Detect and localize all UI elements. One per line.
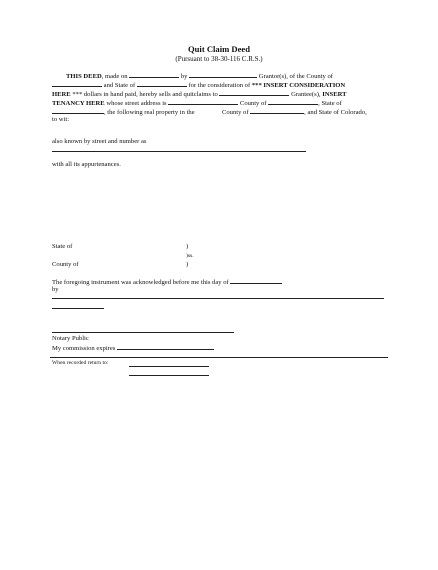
notary-public-label: Notary Public bbox=[52, 335, 89, 342]
ack-by-line[interactable] bbox=[52, 298, 384, 299]
document-title: Quit Claim Deed bbox=[187, 44, 251, 54]
commission-expires-blank[interactable] bbox=[117, 343, 214, 350]
paren-1: ) bbox=[186, 243, 189, 250]
made-on-label: , made on bbox=[101, 73, 128, 80]
insert-consideration-label: *** INSERT CONSIDERATION bbox=[251, 82, 346, 89]
for-consideration-label: for the consideration of bbox=[188, 82, 251, 89]
ack-date-blank[interactable] bbox=[230, 277, 282, 284]
grantors-county-label: Grantor(s), of the County of bbox=[258, 73, 333, 80]
tenancy-here-label: TENANCY HERE bbox=[52, 100, 105, 107]
county-of-label: County of bbox=[239, 100, 267, 107]
deed-line-5 bbox=[52, 107, 367, 117]
here-label: HERE bbox=[52, 91, 71, 98]
ack-short-line[interactable] bbox=[52, 308, 104, 309]
return-line-2[interactable] bbox=[129, 375, 209, 376]
commission-expires-line bbox=[52, 343, 214, 353]
notary-signature-line[interactable] bbox=[52, 332, 234, 333]
state-of-label: , State of bbox=[318, 100, 342, 107]
ss-label: )ss. bbox=[186, 253, 194, 259]
grantor-blank[interactable] bbox=[189, 71, 257, 78]
to-wit-label: to wit: bbox=[52, 116, 70, 123]
acknowledged-text: The foregoing instrument was acknowledged before me this day of bbox=[52, 279, 229, 286]
appurtenances-text: with all its appurtenances. bbox=[52, 161, 121, 168]
grantee-blank[interactable] bbox=[219, 89, 289, 96]
street-address-label: whose street address is bbox=[106, 100, 167, 107]
grantor-county-blank[interactable] bbox=[52, 80, 102, 87]
and-state-of-label: and State of bbox=[103, 82, 136, 89]
commission-expires-label: My commission expires bbox=[52, 345, 116, 352]
separator-line bbox=[50, 357, 388, 358]
ack-by-label: by bbox=[52, 286, 59, 293]
grantees-label: Grantee(s), bbox=[291, 91, 321, 98]
property-county-blank[interactable] bbox=[250, 107, 304, 114]
this-deed-label: THIS DEED bbox=[66, 73, 102, 80]
dollars-text: *** dollars in hand paid, hereby sells and quitclaims to bbox=[72, 91, 218, 98]
grantee-county-blank[interactable] bbox=[268, 98, 318, 105]
notary-county-label: County of bbox=[52, 261, 79, 268]
street-address-blank[interactable] bbox=[168, 98, 238, 105]
insert-label: INSERT bbox=[322, 91, 347, 98]
by-label: by bbox=[180, 73, 188, 80]
acknowledgment-line bbox=[52, 277, 282, 287]
real-property-label: , the following real property in the bbox=[104, 109, 195, 116]
grantee-state-blank[interactable] bbox=[52, 107, 104, 114]
property-county-label: County of bbox=[221, 109, 249, 116]
address-line[interactable] bbox=[52, 151, 306, 152]
document-subtitle: (Pursuant to 38-30-116 C.R.S.) bbox=[175, 55, 263, 63]
when-recorded-label: When recorded return to: bbox=[52, 360, 109, 366]
notary-state-label: State of bbox=[52, 243, 73, 250]
also-known-label: also known by street and number as bbox=[52, 138, 147, 145]
paren-3: ) bbox=[186, 261, 189, 268]
state-of-colorado-label: , and State of Colorado, bbox=[304, 109, 367, 116]
date-blank[interactable] bbox=[129, 71, 179, 78]
return-line-1[interactable] bbox=[129, 366, 209, 367]
grantor-state-blank[interactable] bbox=[137, 80, 187, 87]
